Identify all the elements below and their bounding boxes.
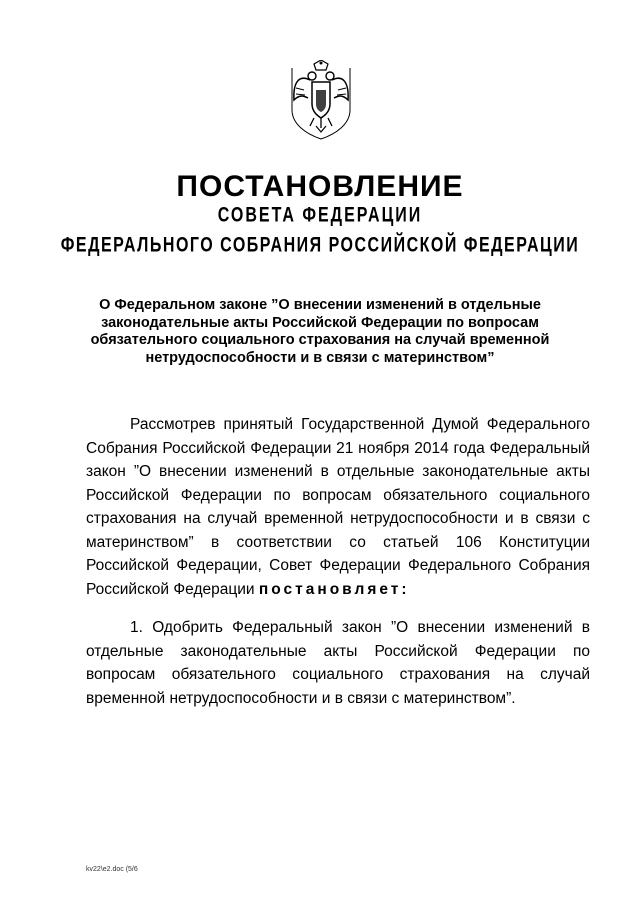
resolution-item-1: 1. Одобрить Федеральный закон ”О внесении изменений в отдельные законодательные акты Российской Федерации по вопросам обязательного социального страхования на случай временной нетрудоспособности и в связи с материнством”. — [86, 619, 590, 707]
issuer-line-1: СОВЕТА ФЕДЕРАЦИИ — [217, 203, 423, 227]
russian-coat-of-arms-icon — [290, 60, 352, 140]
document-title: ПОСТАНОВЛЕНИЕ — [176, 170, 464, 203]
issuer-line-2: ФЕДЕРАЛЬНОГО СОБРАНИЯ РОССИЙСКОЙ ФЕДЕРАЦИИ — [60, 233, 580, 257]
document-subject: О Федеральном законе ”О внесении изменений в отдельные законодательные акты Российской Федерации по вопросам обязательного социального страхования на случай временной нетрудоспособности и в связи с материнством” — [90, 297, 550, 366]
decree-word: постановляет: — [258, 580, 410, 598]
preamble-text: Рассмотрев принятый Государственной Думой Федерального Собрания Российской Федерации 21 ноября 2014 года Федеральный закон ”О внесении изменений в отдельные законодательные акты Российской Федерации по вопросам обязательного социального страхования на случай временной нетрудоспособности и в связи с материнством” в соответствии со статьей 106 Конституции Российской Федерации, Совет Федерации Федерального Собрания Российской Федерации — [86, 416, 590, 598]
file-reference: kv22\e2.doc (5/6 — [86, 866, 138, 873]
preamble-paragraph — [86, 413, 590, 601]
